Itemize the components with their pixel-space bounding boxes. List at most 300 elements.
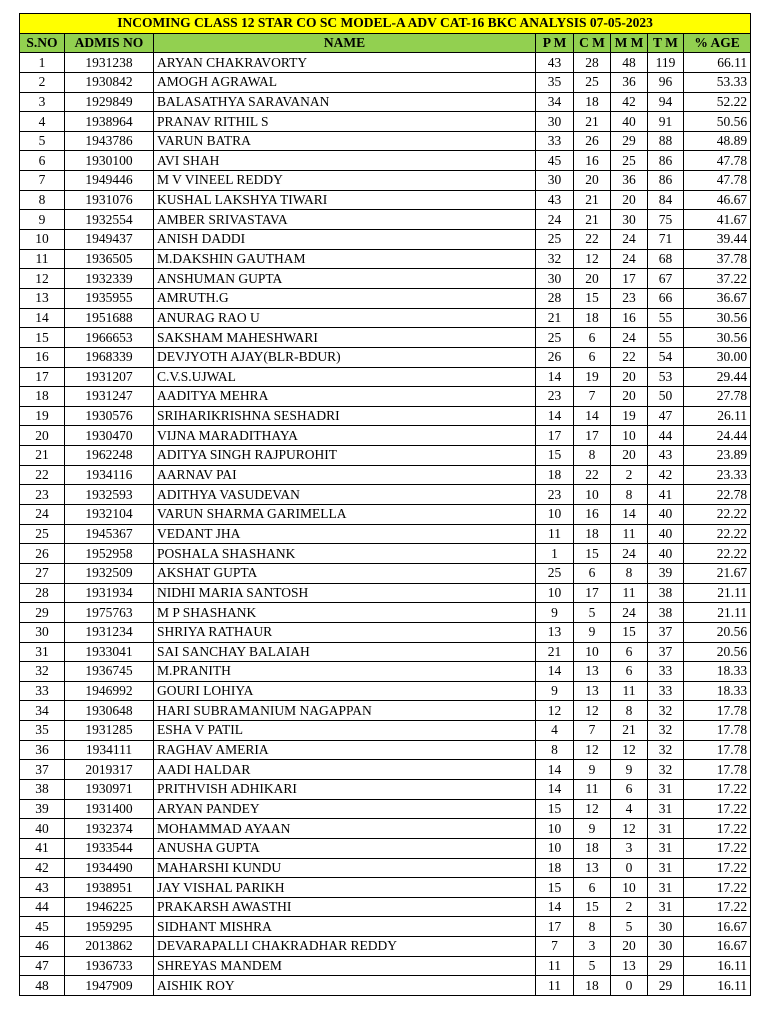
cell-pm: 45 — [536, 151, 574, 171]
cell-cm: 18 — [574, 838, 611, 858]
cell-mm: 6 — [611, 779, 648, 799]
cell-admis-no: 2013862 — [65, 937, 154, 957]
table-row — [20, 131, 751, 151]
table-row — [20, 485, 751, 505]
cell-admis-no: 1959295 — [65, 917, 154, 937]
cell-cm: 21 — [574, 112, 611, 132]
cell-cm: 15 — [574, 897, 611, 917]
cell-admis-no: 1930842 — [65, 72, 154, 92]
cell-tm: 30 — [648, 937, 684, 957]
cell-percentage: 16.67 — [684, 917, 751, 937]
cell-pm: 10 — [536, 583, 574, 603]
cell-name: AMOGH AGRAWAL — [154, 72, 536, 92]
cell-percentage: 18.33 — [684, 681, 751, 701]
cell-pm: 7 — [536, 937, 574, 957]
cell-admis-no: 1936733 — [65, 956, 154, 976]
cell-percentage: 30.56 — [684, 328, 751, 348]
cell-percentage: 22.22 — [684, 544, 751, 564]
cell-pm: 25 — [536, 230, 574, 250]
cell-mm: 10 — [611, 426, 648, 446]
cell-mm: 12 — [611, 740, 648, 760]
cell-mm: 0 — [611, 976, 648, 996]
cell-percentage: 16.67 — [684, 937, 751, 957]
cell-mm: 19 — [611, 406, 648, 426]
cell-mm: 40 — [611, 112, 648, 132]
cell-name: MOHAMMAD AYAAN — [154, 819, 536, 839]
cell-percentage: 17.22 — [684, 897, 751, 917]
cell-cm: 18 — [574, 308, 611, 328]
cell-sno: 19 — [20, 406, 65, 426]
cell-name: M V VINEEL REDDY — [154, 171, 536, 191]
cell-tm: 31 — [648, 779, 684, 799]
table-row — [20, 288, 751, 308]
cell-admis-no: 1946225 — [65, 897, 154, 917]
cell-mm: 14 — [611, 505, 648, 525]
cell-admis-no: 1949446 — [65, 171, 154, 191]
cell-mm: 30 — [611, 210, 648, 230]
cell-percentage: 17.78 — [684, 721, 751, 741]
header-percentage: % AGE — [684, 33, 751, 53]
cell-sno: 33 — [20, 681, 65, 701]
cell-sno: 42 — [20, 858, 65, 878]
cell-admis-no: 1931076 — [65, 190, 154, 210]
cell-name: AADITYA MEHRA — [154, 387, 536, 407]
table-row — [20, 956, 751, 976]
cell-mm: 24 — [611, 249, 648, 269]
cell-tm: 119 — [648, 53, 684, 73]
cell-name: SAKSHAM MAHESHWARI — [154, 328, 536, 348]
cell-percentage: 53.33 — [684, 72, 751, 92]
cell-tm: 32 — [648, 760, 684, 780]
cell-tm: 31 — [648, 897, 684, 917]
cell-tm: 94 — [648, 92, 684, 112]
cell-percentage: 17.78 — [684, 701, 751, 721]
cell-sno: 18 — [20, 387, 65, 407]
cell-pm: 1 — [536, 544, 574, 564]
cell-admis-no: 1932509 — [65, 563, 154, 583]
cell-tm: 38 — [648, 603, 684, 623]
cell-mm: 48 — [611, 53, 648, 73]
cell-percentage: 17.78 — [684, 740, 751, 760]
cell-percentage: 16.11 — [684, 956, 751, 976]
cell-tm: 67 — [648, 269, 684, 289]
cell-cm: 8 — [574, 446, 611, 466]
table-row — [20, 976, 751, 996]
cell-name: ANURAG RAO U — [154, 308, 536, 328]
table-row — [20, 622, 751, 642]
cell-cm: 12 — [574, 740, 611, 760]
cell-mm: 24 — [611, 544, 648, 564]
cell-sno: 10 — [20, 230, 65, 250]
cell-sno: 13 — [20, 288, 65, 308]
cell-tm: 43 — [648, 446, 684, 466]
table-row — [20, 92, 751, 112]
cell-pm: 21 — [536, 308, 574, 328]
cell-cm: 10 — [574, 485, 611, 505]
cell-name: ANSHUMAN GUPTA — [154, 269, 536, 289]
cell-percentage: 27.78 — [684, 387, 751, 407]
cell-sno: 28 — [20, 583, 65, 603]
cell-admis-no: 1934116 — [65, 465, 154, 485]
table-row — [20, 897, 751, 917]
cell-mm: 11 — [611, 681, 648, 701]
table-row — [20, 210, 751, 230]
cell-name: ARYAN CHAKRAVORTY — [154, 53, 536, 73]
table-row — [20, 230, 751, 250]
cell-admis-no: 1947909 — [65, 976, 154, 996]
cell-pm: 9 — [536, 603, 574, 623]
cell-percentage: 18.33 — [684, 662, 751, 682]
cell-pm: 10 — [536, 505, 574, 525]
cell-sno: 21 — [20, 446, 65, 466]
cell-percentage: 47.78 — [684, 171, 751, 191]
cell-percentage: 52.22 — [684, 92, 751, 112]
cell-percentage: 17.22 — [684, 838, 751, 858]
cell-name: NIDHI MARIA SANTOSH — [154, 583, 536, 603]
cell-percentage: 22.78 — [684, 485, 751, 505]
header-mm: M M — [611, 33, 648, 53]
cell-sno: 7 — [20, 171, 65, 191]
cell-sno: 41 — [20, 838, 65, 858]
cell-sno: 34 — [20, 701, 65, 721]
cell-mm: 25 — [611, 151, 648, 171]
cell-admis-no: 1938951 — [65, 878, 154, 898]
cell-pm: 14 — [536, 779, 574, 799]
cell-name: AKSHAT GUPTA — [154, 563, 536, 583]
cell-admis-no: 1931238 — [65, 53, 154, 73]
cell-sno: 23 — [20, 485, 65, 505]
cell-percentage: 37.22 — [684, 269, 751, 289]
cell-name: BALASATHYA SARAVANAN — [154, 92, 536, 112]
cell-tm: 71 — [648, 230, 684, 250]
cell-admis-no: 1930100 — [65, 151, 154, 171]
table-row — [20, 151, 751, 171]
cell-percentage: 24.44 — [684, 426, 751, 446]
cell-admis-no: 1951688 — [65, 308, 154, 328]
table-row — [20, 858, 751, 878]
table-row — [20, 72, 751, 92]
table-row — [20, 681, 751, 701]
cell-tm: 32 — [648, 721, 684, 741]
cell-sno: 15 — [20, 328, 65, 348]
cell-tm: 32 — [648, 740, 684, 760]
cell-name: AISHIK ROY — [154, 976, 536, 996]
table-row — [20, 53, 751, 73]
cell-percentage: 46.67 — [684, 190, 751, 210]
cell-cm: 12 — [574, 799, 611, 819]
table-row — [20, 799, 751, 819]
table-row — [20, 269, 751, 289]
cell-cm: 6 — [574, 328, 611, 348]
cell-sno: 14 — [20, 308, 65, 328]
cell-cm: 9 — [574, 760, 611, 780]
cell-admis-no: 1931285 — [65, 721, 154, 741]
cell-tm: 31 — [648, 838, 684, 858]
cell-pm: 43 — [536, 190, 574, 210]
cell-admis-no: 1932593 — [65, 485, 154, 505]
cell-percentage: 17.22 — [684, 858, 751, 878]
cell-cm: 13 — [574, 662, 611, 682]
cell-pm: 15 — [536, 878, 574, 898]
table-row — [20, 740, 751, 760]
cell-cm: 14 — [574, 406, 611, 426]
cell-name: ADITYA SINGH RAJPUROHIT — [154, 446, 536, 466]
cell-name: AVI SHAH — [154, 151, 536, 171]
cell-pm: 11 — [536, 976, 574, 996]
cell-cm: 5 — [574, 956, 611, 976]
cell-pm: 18 — [536, 858, 574, 878]
cell-mm: 9 — [611, 760, 648, 780]
cell-tm: 86 — [648, 151, 684, 171]
table-row — [20, 583, 751, 603]
table-row — [20, 367, 751, 387]
cell-mm: 20 — [611, 367, 648, 387]
cell-pm: 30 — [536, 112, 574, 132]
cell-cm: 15 — [574, 544, 611, 564]
cell-admis-no: 1930576 — [65, 406, 154, 426]
cell-tm: 41 — [648, 485, 684, 505]
cell-tm: 31 — [648, 858, 684, 878]
cell-mm: 24 — [611, 328, 648, 348]
cell-percentage: 41.67 — [684, 210, 751, 230]
cell-sno: 36 — [20, 740, 65, 760]
table-row — [20, 603, 751, 623]
cell-sno: 16 — [20, 347, 65, 367]
cell-cm: 25 — [574, 72, 611, 92]
cell-mm: 3 — [611, 838, 648, 858]
cell-name: KUSHAL LAKSHYA TIWARI — [154, 190, 536, 210]
cell-admis-no: 1946992 — [65, 681, 154, 701]
cell-percentage: 20.56 — [684, 642, 751, 662]
cell-pm: 11 — [536, 956, 574, 976]
cell-pm: 25 — [536, 563, 574, 583]
cell-tm: 30 — [648, 917, 684, 937]
table-row — [20, 642, 751, 662]
cell-admis-no: 1938964 — [65, 112, 154, 132]
cell-percentage: 66.11 — [684, 53, 751, 73]
table-row — [20, 779, 751, 799]
cell-pm: 12 — [536, 701, 574, 721]
cell-sno: 12 — [20, 269, 65, 289]
cell-cm: 20 — [574, 171, 611, 191]
cell-pm: 14 — [536, 760, 574, 780]
cell-sno: 30 — [20, 622, 65, 642]
cell-sno: 8 — [20, 190, 65, 210]
cell-mm: 20 — [611, 937, 648, 957]
cell-cm: 10 — [574, 642, 611, 662]
cell-name: ADITHYA VASUDEVAN — [154, 485, 536, 505]
cell-mm: 36 — [611, 171, 648, 191]
cell-name: PRANAV RITHIL S — [154, 112, 536, 132]
cell-name: SIDHANT MISHRA — [154, 917, 536, 937]
cell-name: VARUN SHARMA GARIMELLA — [154, 505, 536, 525]
table-row — [20, 249, 751, 269]
cell-sno: 1 — [20, 53, 65, 73]
cell-tm: 32 — [648, 701, 684, 721]
cell-name: GOURI LOHIYA — [154, 681, 536, 701]
cell-name: ESHA V PATIL — [154, 721, 536, 741]
cell-name: M.PRANITH — [154, 662, 536, 682]
table-row — [20, 190, 751, 210]
cell-name: SRIHARIKRISHNA SESHADRI — [154, 406, 536, 426]
cell-mm: 42 — [611, 92, 648, 112]
cell-sno: 38 — [20, 779, 65, 799]
cell-pm: 26 — [536, 347, 574, 367]
cell-sno: 25 — [20, 524, 65, 544]
header-pm: P M — [536, 33, 574, 53]
table-row — [20, 465, 751, 485]
cell-percentage: 21.11 — [684, 603, 751, 623]
cell-cm: 18 — [574, 92, 611, 112]
cell-name: PRITHVISH ADHIKARI — [154, 779, 536, 799]
cell-percentage: 50.56 — [684, 112, 751, 132]
cell-percentage: 17.22 — [684, 799, 751, 819]
cell-admis-no: 1945367 — [65, 524, 154, 544]
cell-cm: 26 — [574, 131, 611, 151]
cell-admis-no: 1962248 — [65, 446, 154, 466]
cell-admis-no: 1936505 — [65, 249, 154, 269]
cell-mm: 24 — [611, 603, 648, 623]
cell-name: ARYAN PANDEY — [154, 799, 536, 819]
cell-percentage: 17.78 — [684, 760, 751, 780]
cell-sno: 44 — [20, 897, 65, 917]
cell-cm: 5 — [574, 603, 611, 623]
cell-tm: 40 — [648, 524, 684, 544]
cell-percentage: 37.78 — [684, 249, 751, 269]
cell-percentage: 22.22 — [684, 505, 751, 525]
table-row — [20, 917, 751, 937]
cell-name: ANUSHA GUPTA — [154, 838, 536, 858]
cell-admis-no: 1930470 — [65, 426, 154, 446]
table-row — [20, 446, 751, 466]
table-row — [20, 838, 751, 858]
cell-cm: 22 — [574, 230, 611, 250]
cell-cm: 6 — [574, 878, 611, 898]
table-row — [20, 328, 751, 348]
cell-sno: 4 — [20, 112, 65, 132]
cell-cm: 7 — [574, 721, 611, 741]
cell-tm: 42 — [648, 465, 684, 485]
cell-admis-no: 2019317 — [65, 760, 154, 780]
table-row — [20, 171, 751, 191]
cell-sno: 32 — [20, 662, 65, 682]
cell-pm: 21 — [536, 642, 574, 662]
cell-admis-no: 1932104 — [65, 505, 154, 525]
cell-cm: 21 — [574, 210, 611, 230]
cell-mm: 11 — [611, 583, 648, 603]
cell-name: AMRUTH.G — [154, 288, 536, 308]
cell-tm: 37 — [648, 642, 684, 662]
cell-tm: 75 — [648, 210, 684, 230]
cell-pm: 43 — [536, 53, 574, 73]
header-admis-no: ADMIS NO — [65, 33, 154, 53]
cell-tm: 31 — [648, 799, 684, 819]
cell-name: M.DAKSHIN GAUTHAM — [154, 249, 536, 269]
cell-cm: 18 — [574, 976, 611, 996]
cell-pm: 14 — [536, 406, 574, 426]
cell-sno: 27 — [20, 563, 65, 583]
cell-name: VEDANT JHA — [154, 524, 536, 544]
cell-admis-no: 1930971 — [65, 779, 154, 799]
cell-tm: 47 — [648, 406, 684, 426]
cell-admis-no: 1932554 — [65, 210, 154, 230]
sheet-title: INCOMING CLASS 12 STAR CO SC MODEL-A ADV CAT-16 BKC ANALYSIS 07-05-2023 — [20, 14, 751, 34]
table-row — [20, 662, 751, 682]
cell-mm: 8 — [611, 563, 648, 583]
cell-mm: 24 — [611, 230, 648, 250]
cell-name: AADI HALDAR — [154, 760, 536, 780]
results-table — [19, 13, 751, 996]
cell-tm: 88 — [648, 131, 684, 151]
cell-percentage: 39.44 — [684, 230, 751, 250]
table-row — [20, 878, 751, 898]
cell-cm: 18 — [574, 524, 611, 544]
cell-cm: 19 — [574, 367, 611, 387]
cell-sno: 22 — [20, 465, 65, 485]
cell-pm: 9 — [536, 681, 574, 701]
cell-mm: 4 — [611, 799, 648, 819]
cell-mm: 20 — [611, 387, 648, 407]
cell-sno: 35 — [20, 721, 65, 741]
cell-admis-no: 1932339 — [65, 269, 154, 289]
cell-pm: 14 — [536, 367, 574, 387]
cell-sno: 17 — [20, 367, 65, 387]
cell-mm: 2 — [611, 897, 648, 917]
cell-percentage: 36.67 — [684, 288, 751, 308]
cell-percentage: 23.33 — [684, 465, 751, 485]
cell-admis-no: 1933041 — [65, 642, 154, 662]
cell-sno: 11 — [20, 249, 65, 269]
cell-admis-no: 1934490 — [65, 858, 154, 878]
cell-sno: 39 — [20, 799, 65, 819]
table-row — [20, 544, 751, 564]
cell-pm: 25 — [536, 328, 574, 348]
table-row — [20, 524, 751, 544]
cell-name: SHRIYA RATHAUR — [154, 622, 536, 642]
cell-mm: 8 — [611, 701, 648, 721]
cell-tm: 55 — [648, 308, 684, 328]
cell-name: POSHALA SHASHANK — [154, 544, 536, 564]
cell-pm: 10 — [536, 819, 574, 839]
cell-percentage: 48.89 — [684, 131, 751, 151]
table-row — [20, 819, 751, 839]
cell-cm: 13 — [574, 858, 611, 878]
cell-pm: 32 — [536, 249, 574, 269]
cell-admis-no: 1943786 — [65, 131, 154, 151]
cell-percentage: 29.44 — [684, 367, 751, 387]
cell-cm: 28 — [574, 53, 611, 73]
cell-mm: 22 — [611, 347, 648, 367]
cell-mm: 8 — [611, 485, 648, 505]
cell-cm: 16 — [574, 151, 611, 171]
cell-pm: 14 — [536, 662, 574, 682]
cell-admis-no: 1929849 — [65, 92, 154, 112]
cell-percentage: 23.89 — [684, 446, 751, 466]
cell-mm: 16 — [611, 308, 648, 328]
cell-mm: 6 — [611, 642, 648, 662]
cell-sno: 20 — [20, 426, 65, 446]
cell-cm: 12 — [574, 249, 611, 269]
cell-tm: 66 — [648, 288, 684, 308]
cell-name: DEVJYOTH AJAY(BLR-BDUR) — [154, 347, 536, 367]
cell-cm: 6 — [574, 563, 611, 583]
cell-pm: 23 — [536, 485, 574, 505]
cell-tm: 33 — [648, 681, 684, 701]
cell-admis-no: 1931234 — [65, 622, 154, 642]
header-name: NAME — [154, 33, 536, 53]
table-row — [20, 937, 751, 957]
cell-mm: 20 — [611, 446, 648, 466]
